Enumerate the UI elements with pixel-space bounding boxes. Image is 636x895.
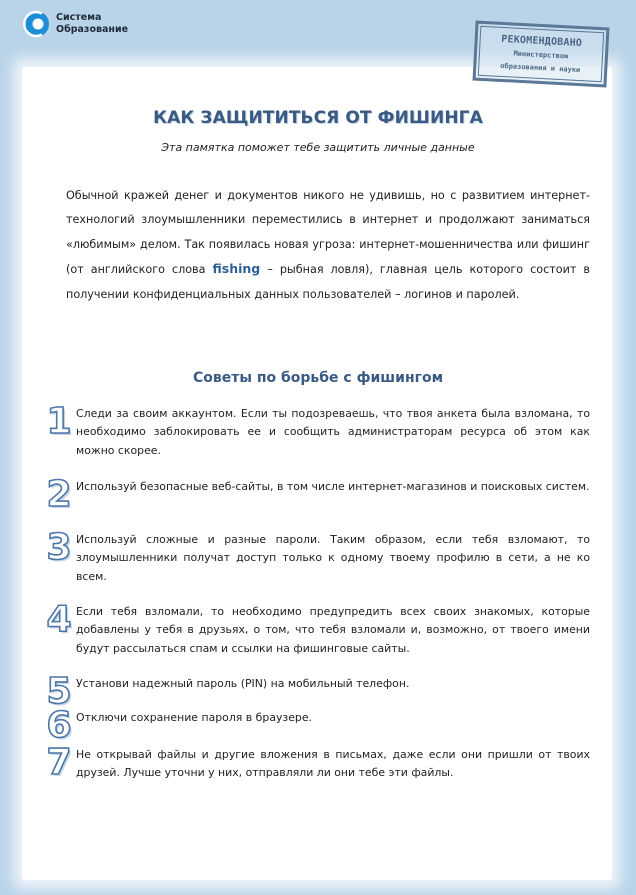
- intro-keyword: fishing: [212, 261, 261, 277]
- tip-item-6: [42, 705, 590, 746]
- tip-number: 5: [46, 671, 72, 712]
- tip-number: 2: [46, 474, 72, 515]
- tip-item-4: [42, 599, 590, 658]
- brand-logo: [21, 9, 128, 39]
- tip-item-1: [42, 401, 590, 460]
- tips-section-title: Советы по борьбе с фишингом: [192, 370, 444, 386]
- tip-number: 4: [46, 599, 72, 640]
- tip-item-7: [42, 742, 590, 783]
- tip-number: 3: [46, 527, 72, 568]
- intro-paragraph: [66, 184, 590, 307]
- brand-name-line2: Образование: [56, 24, 129, 35]
- tip-number: 6: [46, 705, 72, 746]
- brand-name-line1: Система: [56, 12, 102, 23]
- tip-text: Используй сложные и разные пароли. Таким образом, если тебя взломают, то злоумышленники получат доступ только к одному твоему профилю в сети, а не ко всем.: [76, 533, 590, 583]
- page-subtitle: Эта памятка поможет тебе защитить личные данные: [161, 141, 475, 154]
- tip-item-2: [42, 474, 590, 515]
- tip-item-5: [42, 671, 590, 712]
- tip-text: Отключи сохранение пароля в браузере.: [76, 711, 312, 724]
- tip-text: Не открывай файлы и другие вложения в письмах, даже если они пришли от твоих друзей. Лучше уточни у них, отправляли ли они тебе эти файлы.: [76, 748, 590, 780]
- tip-text: Используй безопасные веб-сайты, в том числе интернет-магазинов и поисковых систем.: [76, 480, 590, 493]
- intro-text-start: Обычной кражей денег и документов никого не удивишь, но с развитием интернет-технологий злоумышленники переместились в интернет и продолжают заниматься «любимым» делом. Так появилась новая угроза: интернет-мошенничества или фишинг (от английского слова: [66, 189, 590, 277]
- stamp-title: РЕКОМЕНДОВАНО: [500, 33, 583, 50]
- stamp-line2: образования и науки: [500, 61, 581, 75]
- tip-text: Следи за своим аккаунтом. Если ты подозреваешь, что твоя анкета была взломана, то необходимо заблокировать ее и сообщить администраторам ресурса об этом как можно скорее.: [76, 407, 590, 457]
- tip-text: Установи надежный пароль (PIN) на мобильный телефон.: [76, 677, 410, 690]
- tip-item-3: [42, 527, 590, 586]
- stamp-line1: Министерством: [513, 49, 569, 61]
- brand-logo-icon: [21, 9, 51, 39]
- tip-text: Если тебя взломали, то необходимо предупредить всех своих знакомых, которые добавлены у тебя в друзьях, о том, что тебя взломали и, возможно, от твоего имени будут рассылаться спам и ссылки на фишинговые сайты.: [76, 605, 590, 655]
- intro-text-end: – рыбная ловля), главная цель которого состоит в получении конфиденциальных данных пользователей – логинов и паролей.: [66, 263, 590, 301]
- tip-number: 1: [46, 401, 72, 442]
- recommended-stamp: [473, 21, 610, 88]
- page-title: КАК ЗАЩИТИТЬСЯ ОТ ФИШИНГА: [153, 108, 483, 128]
- tip-number: 7: [46, 742, 72, 783]
